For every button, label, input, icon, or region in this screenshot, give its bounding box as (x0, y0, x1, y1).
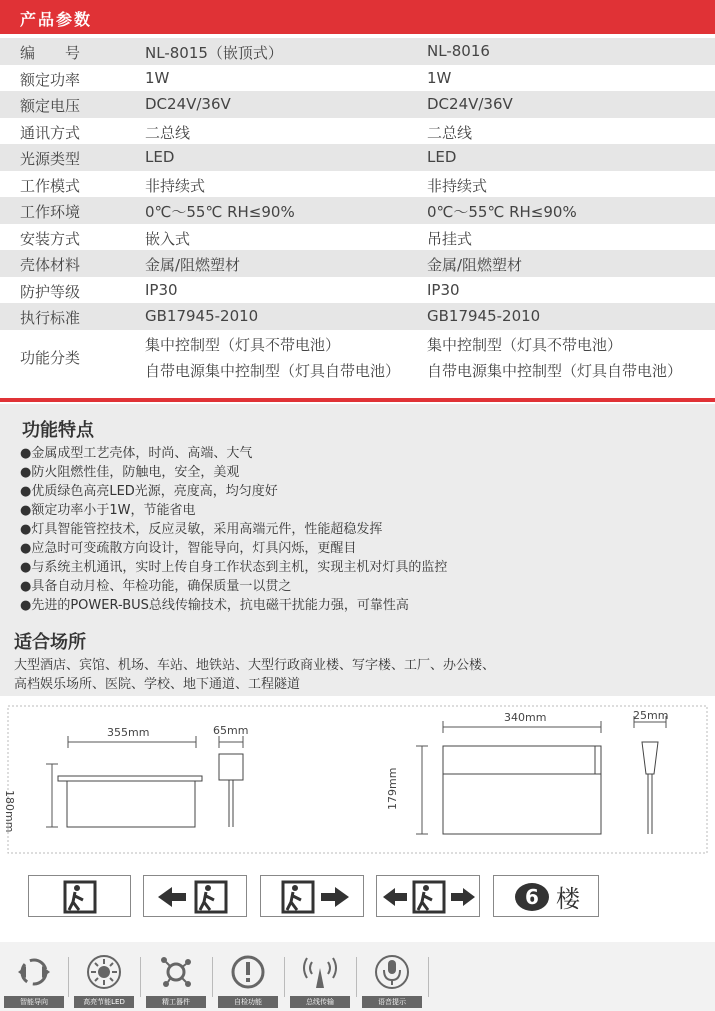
list-item: ●应急时可变疏散方向设计，智能导向，灯具闪烁，更醒目 (20, 541, 357, 556)
divider (140, 957, 141, 997)
list-item: ●防火阻燃性佳，防触电，安全，美观 (20, 465, 240, 480)
sign-exit (28, 875, 131, 917)
spec-value-8015: IP30 (145, 280, 178, 299)
icon-label: 总线传输 (290, 996, 350, 1008)
sign-exit-right (260, 875, 364, 917)
spec-row-light-source (0, 144, 715, 171)
list-item: ●灯具智能管控技术，反应灵敏，采用高端元件，性能超稳发挥 (20, 522, 383, 537)
spec-key: 工作环境 (20, 203, 81, 221)
spec-key: 工作模式 (20, 176, 81, 195)
icon-label: 精工器件 (146, 996, 206, 1008)
signal-tower-icon (300, 952, 340, 992)
divider (68, 957, 69, 997)
places-line1: 大型酒店、宾馆、机场、车站、地铁站、大型行政商业楼、写字楼、工厂、办公楼、 (14, 658, 496, 673)
floor-sign-graphic (494, 876, 600, 918)
icon-item-voice (362, 952, 422, 1007)
spec-value-8015: 非持续式 (145, 176, 206, 195)
spec-key: 额定功率 (20, 70, 81, 89)
icon-item-self-check (218, 952, 278, 1007)
floor-label: 楼 (556, 885, 580, 913)
left-width-label: 355mm (107, 726, 150, 739)
spec-row-housing (0, 250, 715, 277)
spec-row-installation (0, 224, 715, 251)
list-item: ●金属成型工艺壳体，时尚、高端、大气 (20, 446, 253, 461)
divider (284, 957, 285, 997)
places-text (14, 656, 704, 694)
icon-item-components (146, 952, 206, 1007)
spec-key: 防护等级 (20, 282, 81, 301)
icon-item-bus (290, 952, 350, 1007)
spec-row-environment (0, 197, 715, 224)
arrow-both-exit-icon (377, 876, 481, 918)
spec-value-8015: 0℃～55℃ RH≤90% (145, 203, 295, 221)
spec-row-voltage (0, 91, 715, 118)
divider (428, 957, 429, 997)
spec-value-8016: 二总线 (427, 123, 473, 142)
spec-row-communication (0, 118, 715, 145)
spec-value-8015: 1W (145, 68, 170, 87)
list-item: ●与系统主机通讯，实时上传自身工作状态到主机，实现主机对灯具的监控 (20, 560, 448, 575)
spec-value-8016: 金属/阻燃塑材 (427, 256, 523, 274)
arrow-left-exit-icon (144, 876, 248, 918)
led-sun-icon (84, 952, 124, 992)
icon-label: 语音提示 (362, 996, 422, 1008)
dimension-drawings (0, 702, 715, 857)
spec-value-8016: 非持续式 (427, 176, 488, 195)
features-section (0, 404, 715, 696)
sign-examples (0, 870, 715, 920)
spec-key: 功能分类 (20, 348, 81, 367)
spec-value-8016: IP30 (427, 280, 460, 299)
spec-key: 通讯方式 (20, 123, 81, 142)
spec-value-8016-line1: 集中控制型（灯具不带电池） (427, 335, 623, 354)
exit-door-icon (29, 876, 132, 918)
spec-key: 额定电压 (20, 97, 81, 115)
icon-item-smart-guide (4, 952, 64, 1007)
spec-value-8015: LED (145, 148, 175, 166)
features-title: 功能特点 (22, 420, 94, 441)
section-divider (0, 398, 715, 402)
list-item: ●具备自动月检、年检功能，确保质量一以贯之 (20, 579, 292, 594)
features-list (20, 444, 447, 615)
spec-value-8016-line2: 自带电源集中控制型（灯具自带电池） (427, 361, 683, 380)
sign-exit-both (376, 875, 480, 917)
header-title: 产品参数 (20, 10, 93, 29)
spec-key: 编 号 (20, 44, 81, 62)
list-item: ●优质绿色高亮LED光源，亮度高，均匀度好 (20, 484, 278, 499)
spec-row-power (0, 65, 715, 92)
right-depth-label: 25mm (633, 709, 669, 722)
spec-value-8015: GB17945-2010 (145, 307, 259, 325)
spec-value-8016: 吊挂式 (427, 229, 473, 248)
list-item: ●额定功率小于1W，节能省电 (20, 503, 196, 518)
smart-guide-icon (14, 952, 54, 992)
spec-key: 壳体材料 (20, 256, 81, 274)
sign-floor (493, 875, 599, 917)
spec-value-8016: DC24V/36V (427, 95, 513, 113)
microphone-icon (372, 952, 412, 992)
spec-table (0, 38, 715, 385)
spec-key: 光源类型 (20, 150, 81, 168)
right-height-label: 179mm (386, 767, 399, 810)
icon-label: 自检功能 (218, 996, 278, 1008)
alert-circle-icon (228, 952, 268, 992)
sign-exit-left (143, 875, 247, 917)
list-item: ●先进的POWER-BUS总线传输技术，抗电磁干扰能力强，可靠性高 (20, 598, 409, 613)
spec-value-8015: 嵌入式 (145, 229, 191, 248)
spec-value-8016: LED (427, 148, 457, 166)
icon-label: 高亮节能LED (74, 996, 134, 1008)
arrow-right-exit-icon (261, 876, 365, 918)
spec-value-8015: 二总线 (145, 123, 191, 142)
spec-value-8015: 金属/阻燃塑材 (145, 256, 241, 274)
icon-item-led (74, 952, 134, 1007)
spec-key: 执行标准 (20, 309, 81, 327)
header-bar (0, 0, 715, 34)
left-depth-label: 65mm (213, 724, 249, 737)
spec-value-8016: GB17945-2010 (427, 307, 541, 325)
spec-value-8015-line2: 自带电源集中控制型（灯具自带电池） (145, 361, 401, 380)
floor-number: 6 (525, 885, 539, 909)
spec-row-protection (0, 277, 715, 304)
icon-label: 智能导向 (4, 996, 64, 1008)
spec-value-8015-line1: 集中控制型（灯具不带电池） (145, 335, 341, 354)
spec-row-model (0, 38, 715, 65)
left-height-label: 180mm (3, 790, 16, 833)
spec-value-8016: 0℃～55℃ RH≤90% (427, 203, 577, 221)
spec-row-mode (0, 171, 715, 198)
spec-key: 安装方式 (20, 229, 81, 248)
divider (356, 957, 357, 997)
feature-icon-strip (0, 942, 715, 1011)
spec-row-standard (0, 303, 715, 330)
spec-value-8016: NL-8016 (427, 42, 490, 60)
right-width-label: 340mm (504, 711, 547, 724)
gear-network-icon (156, 952, 196, 992)
spec-row-function (0, 330, 715, 385)
spec-value-8016: 1W (427, 68, 452, 87)
places-title: 适合场所 (14, 632, 86, 653)
places-line2: 高档娱乐场所、医院、学校、地下通道、工程隧道 (14, 677, 301, 692)
spec-value-8015: NL-8015（嵌顶式） (145, 44, 283, 62)
spec-value-8015: DC24V/36V (145, 95, 231, 113)
divider (212, 957, 213, 997)
